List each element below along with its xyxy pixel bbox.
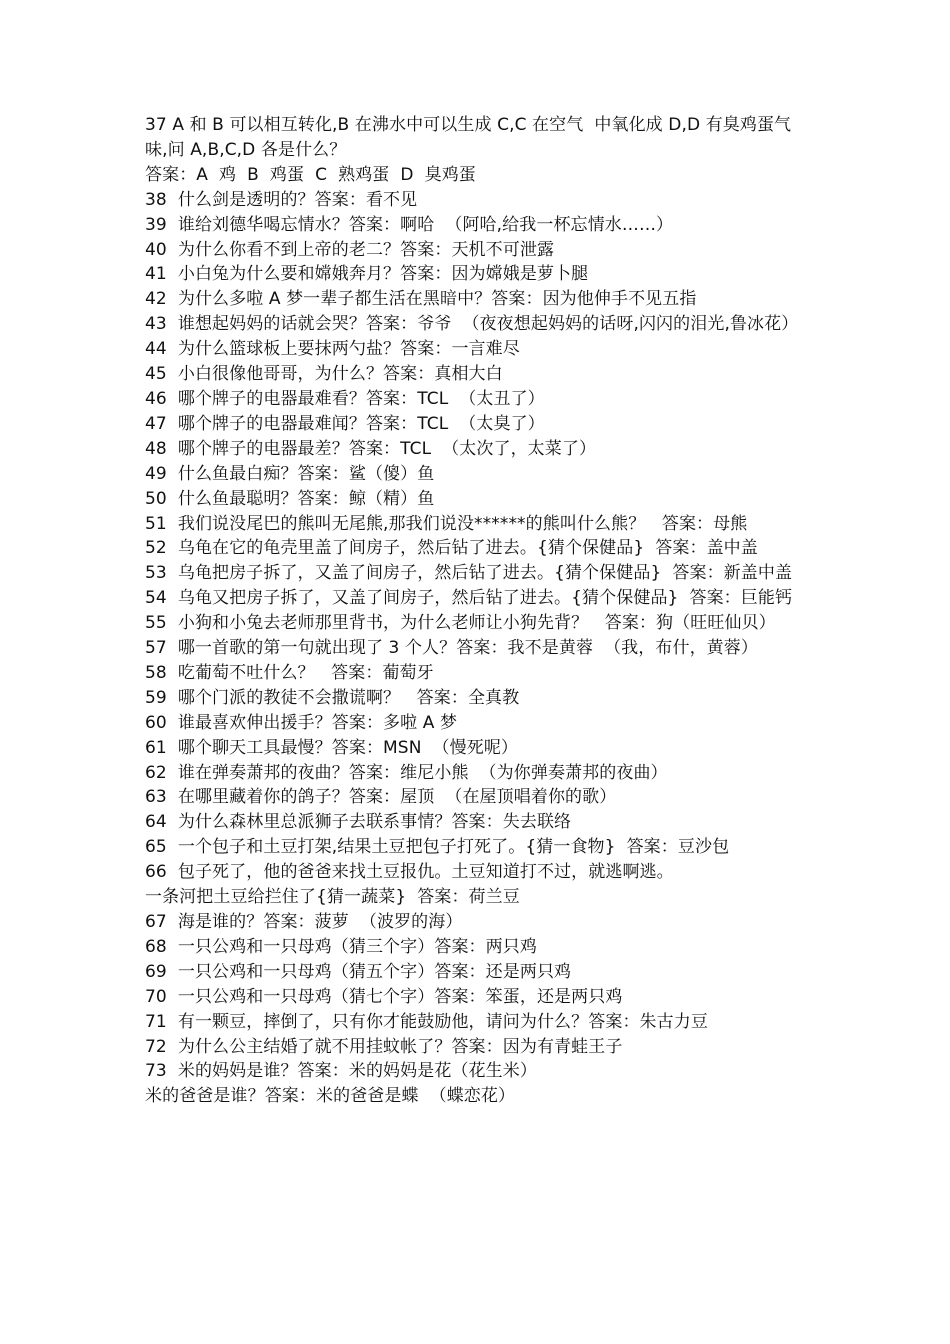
text-line: 61 哪个聊天工具最慢？答案：MSN （慢死呢） <box>145 737 519 758</box>
text-line: 44 为什么篮球板上要抹两勺盐？答案：一言难尽 <box>145 339 520 360</box>
text-line: 50 什么鱼最聪明？答案：鲸（精）鱼 <box>145 488 435 509</box>
text-line: 62 谁在弹奏萧邦的夜曲？答案：维尼小熊 （为你弹奏萧邦的夜曲） <box>145 762 668 783</box>
text-line: 46 哪个牌子的电器最难看？答案：TCL （太丑了） <box>145 388 545 409</box>
text-line: 45 小白很像他哥哥，为什么？答案：真相大白 <box>145 364 503 385</box>
text-line: 63 在哪里藏着你的鸽子？答案：屋顶 （在屋顶唱着你的歌） <box>145 787 617 808</box>
text-line: 64 为什么森林里总派狮子去联系事情？答案：失去联络 <box>145 812 572 833</box>
text-line: 68 一只公鸡和一只母鸡（猜三个字）答案：两只鸡 <box>145 936 537 957</box>
text-line: 59 哪个门派的教徒不会撒谎啊？ 答案：全真教 <box>145 687 520 708</box>
text-line: 38 什么剑是透明的？答案：看不见 <box>145 189 418 210</box>
text-line: 57 哪一首歌的第一句就出现了 3 个人？答案：我不是黄蓉 （我，布什，黄蓉） <box>145 638 758 659</box>
text-line: 41 小白兔为什么要和嫦娥奔月？答案：因为嫦娥是萝卜腿 <box>145 264 589 285</box>
text-line: 70 一只公鸡和一只母鸡（猜七个字）答案：笨蛋，还是两只鸡 <box>145 986 623 1007</box>
text-line: 66 包子死了，他的爸爸来找土豆报仇。土豆知道打不过，就逃啊逃。 <box>145 862 674 883</box>
text-line: 53 乌龟把房子拆了，又盖了间房子，然后钻了进去。{猜个保健品} 答案：新盖中盖 <box>145 563 793 584</box>
text-line: 52 乌龟在它的龟壳里盖了间房子，然后钻了进去。{猜个保健品} 答案：盖中盖 <box>145 538 758 559</box>
text-line: 40 为什么你看不到上帝的老二？答案：天机不可泄露 <box>145 239 555 260</box>
text-line: 米的爸爸是谁？答案：米的爸爸是蝶 （蝶恋花） <box>145 1086 516 1107</box>
text-line: 43 谁想起妈妈的话就会哭？答案：爷爷 （夜夜想起妈妈的话呀,闪闪的泪光,鲁冰花） <box>145 314 799 335</box>
text-line: 51 我们说没尾巴的熊叫无尾熊,那我们说没******的熊叫什么熊？ 答案：母熊 <box>145 513 748 534</box>
text-line: 65 一个包子和土豆打架,结果土豆把包子打死了。{猜一食物} 答案：豆沙包 <box>145 837 730 858</box>
text-line: 答案：A 鸡 B 鸡蛋 C 熟鸡蛋 D 臭鸡蛋 <box>145 164 476 185</box>
text-line: 49 什么鱼最白痴？答案：鲨（傻）鱼 <box>145 463 435 484</box>
text-line: 48 哪个牌子的电器最差？答案：TCL （太次了，太菜了） <box>145 438 597 459</box>
text-line: 69 一只公鸡和一只母鸡（猜五个字）答案：还是两只鸡 <box>145 961 572 982</box>
text-line: 47 哪个牌子的电器最难闻？答案：TCL （太臭了） <box>145 413 545 434</box>
text-line: 71 有一颗豆，摔倒了，只有你才能鼓励他，请问为什么？答案：朱古力豆 <box>145 1011 708 1032</box>
text-line: 54 乌龟又把房子拆了，又盖了间房子，然后钻了进去。{猜个保健品} 答案：巨能钙 <box>145 588 793 609</box>
riddle-list <box>145 113 810 1109</box>
text-line: 60 谁最喜欢伸出援手？答案：多啦 A 梦 <box>145 712 458 733</box>
text-line: 55 小狗和小兔去老师那里背书，为什么老师让小狗先背？ 答案：狗（旺旺仙贝） <box>145 613 776 634</box>
text-line: 58 吃葡萄不吐什么？ 答案：葡萄牙 <box>145 662 434 683</box>
text-line: 42 为什么多啦 A 梦一辈子都生活在黑暗中？答案：因为他伸手不见五指 <box>145 289 697 310</box>
text-line: 72 为什么公主结婚了就不用挂蚊帐了？答案：因为有青蛙王子 <box>145 1036 623 1057</box>
text-line: 67 海是谁的？答案：菠萝 （波罗的海） <box>145 912 463 932</box>
text-line: 一条河把土豆给拦住了{猜一蔬菜} 答案：荷兰豆 <box>145 887 520 908</box>
text-line: 37 A 和 B 可以相互转化,B 在沸水中可以生成 C,C 在空气 中氧化成 D,D 有臭鸡蛋气味,问 A,B,C,D 各是什么？ <box>145 115 792 160</box>
text-line: 39 谁给刘德华喝忘情水？答案：啊哈 （阿哈,给我一杯忘情水……） <box>145 214 674 235</box>
text-line: 73 米的妈妈是谁？答案：米的妈妈是花（花生米） <box>145 1061 537 1082</box>
